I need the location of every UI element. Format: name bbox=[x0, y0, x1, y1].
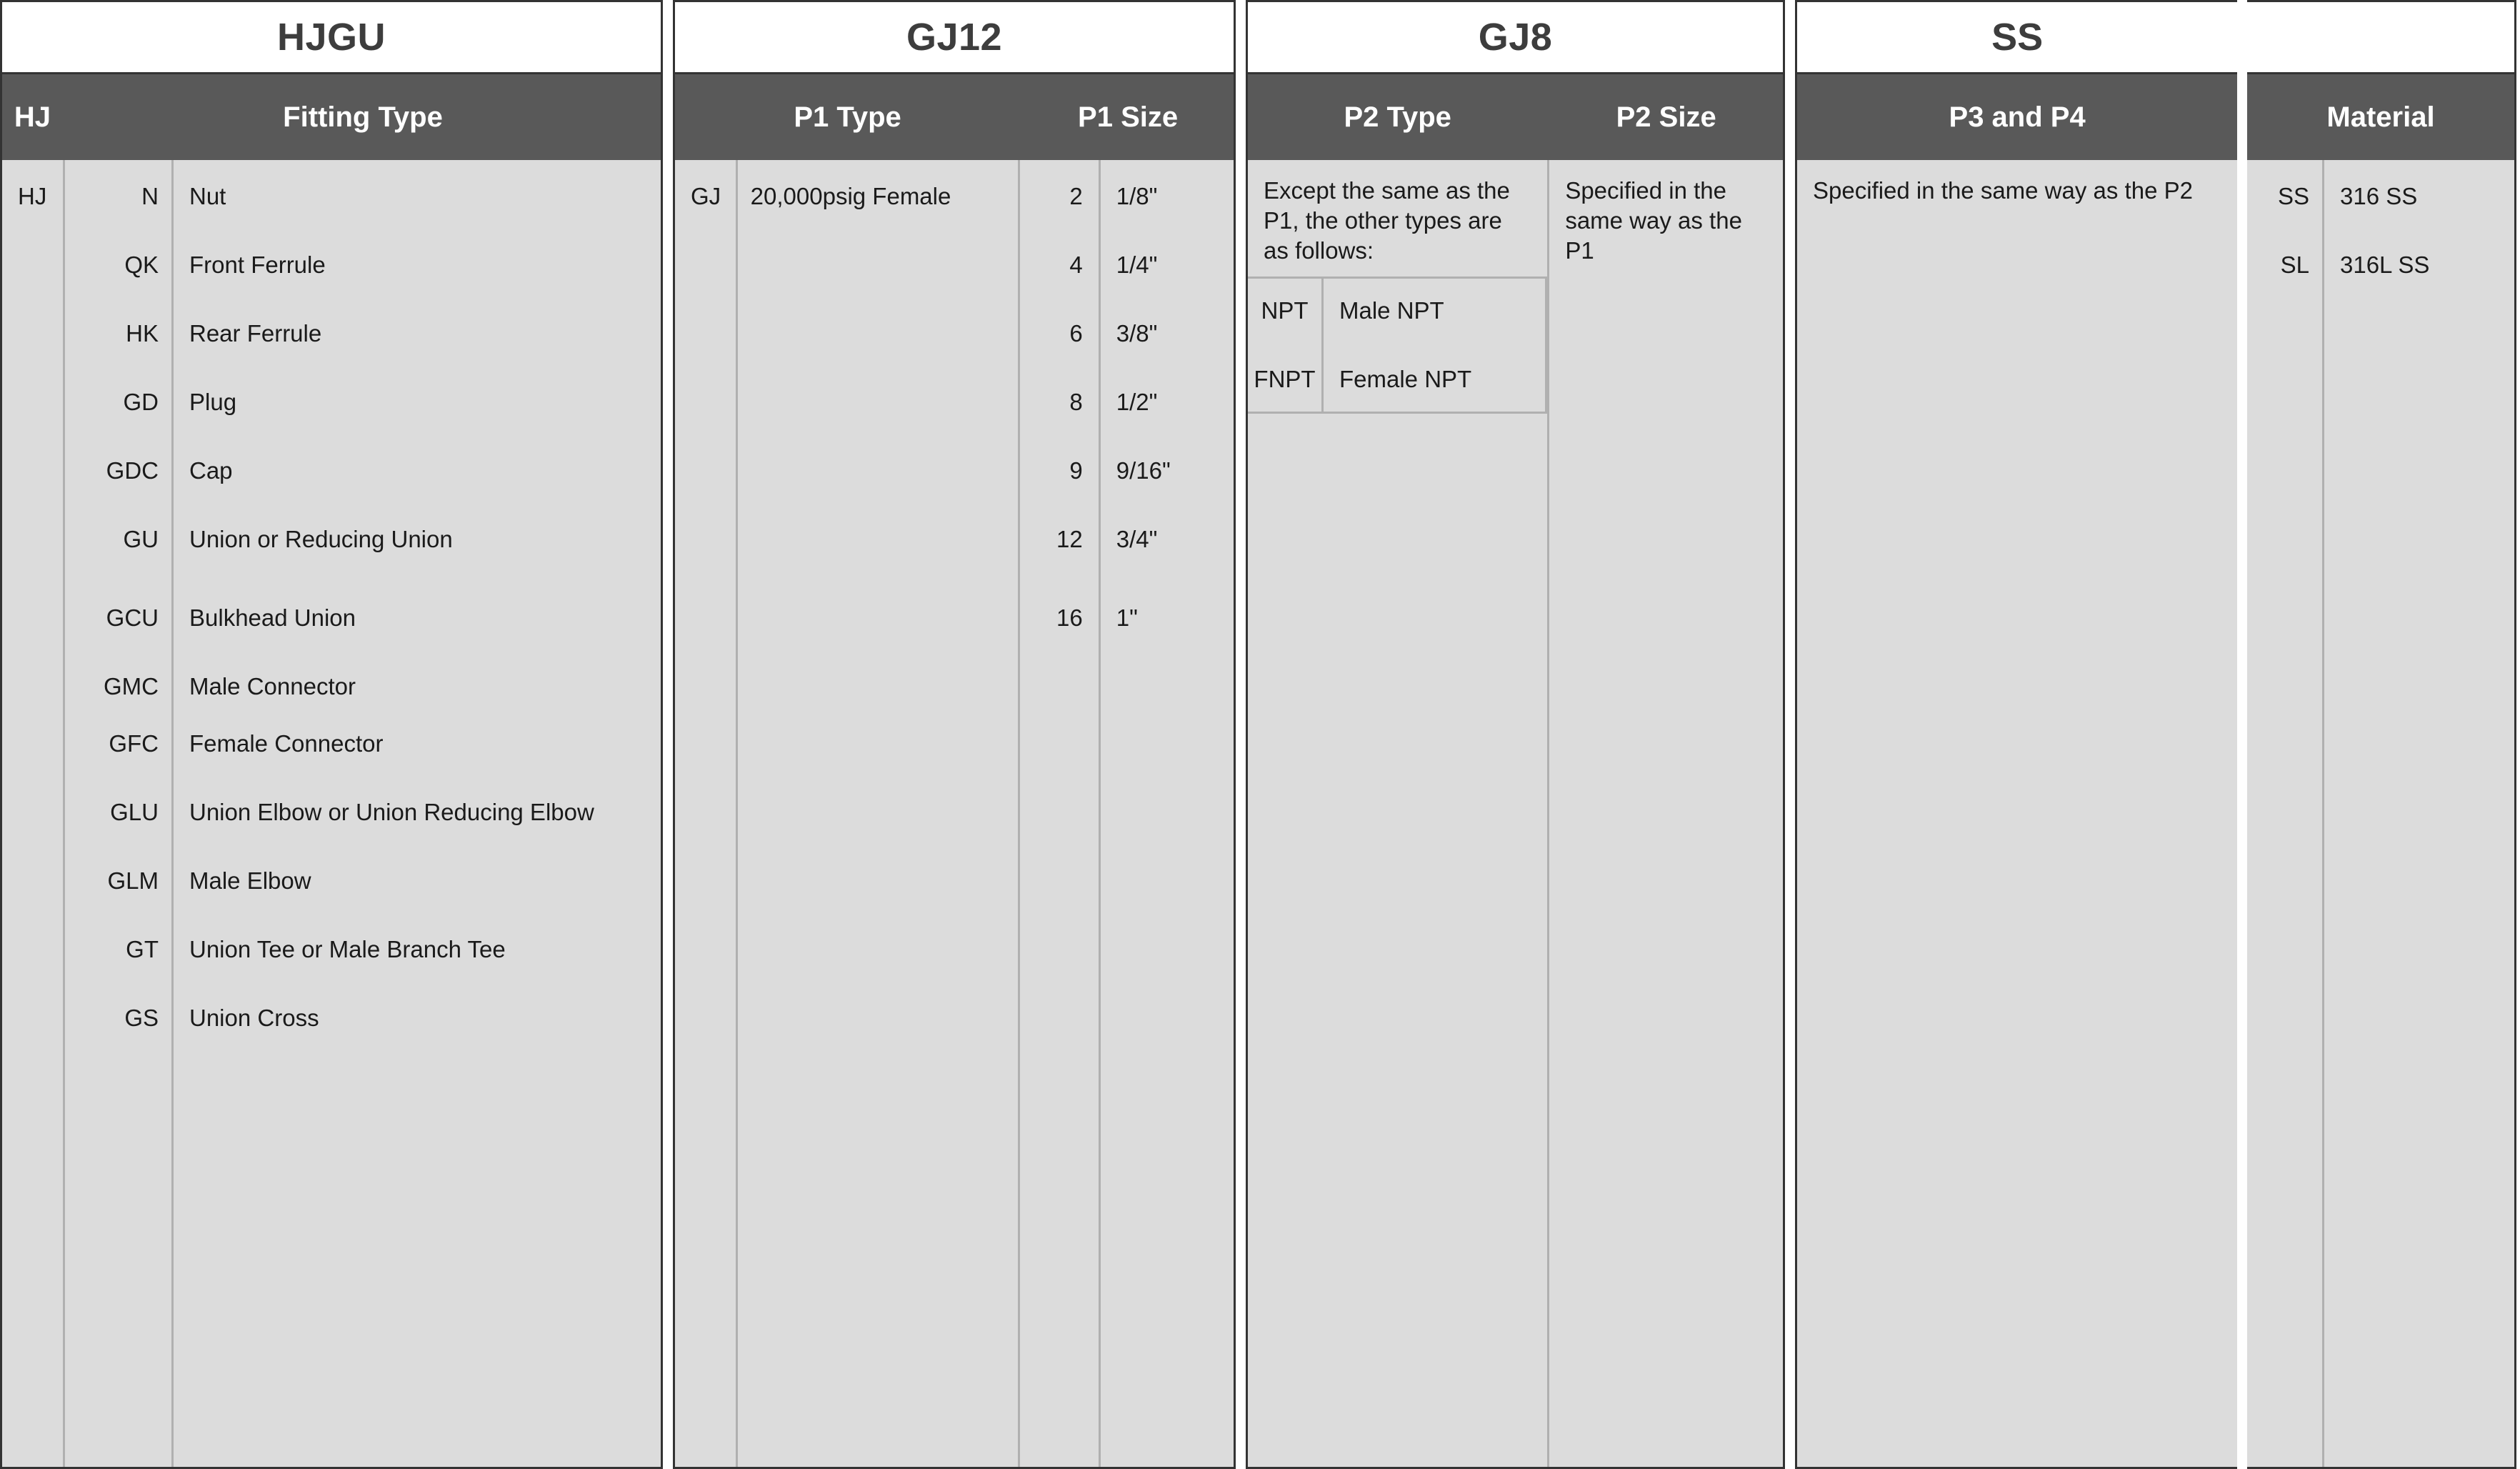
block-ss bbox=[1795, 0, 2516, 1469]
p1-size-code: 6 bbox=[1069, 320, 1083, 347]
fitting-code: GCU bbox=[106, 604, 159, 631]
block-gj8-title: GJ8 bbox=[1248, 2, 1783, 74]
fitting-desc: Female Connector bbox=[189, 730, 384, 757]
p1-size-code: 16 bbox=[1056, 604, 1083, 631]
block-ss-p34-header-row bbox=[1797, 74, 2237, 160]
column-p2-size bbox=[1549, 160, 1783, 1467]
block-ss-p34 bbox=[1795, 0, 2237, 1469]
fitting-desc-list bbox=[174, 160, 661, 1066]
material-code: SS bbox=[2277, 183, 2309, 209]
p1-size-value: 1/2" bbox=[1116, 389, 1158, 415]
fitting-desc: Male Connector bbox=[189, 673, 356, 699]
npt-code: NPT bbox=[1261, 297, 1309, 324]
column-material-name bbox=[2324, 160, 2514, 1467]
fitting-code: GS bbox=[124, 1005, 159, 1031]
header-material: Material bbox=[2326, 101, 2435, 133]
npt-label-column bbox=[1324, 279, 1547, 412]
header-p1-type: P1 Type bbox=[675, 74, 1022, 160]
gj-code: GJ bbox=[691, 183, 721, 209]
hj-code: HJ bbox=[18, 183, 47, 209]
fitting-desc: Bulkhead Union bbox=[189, 604, 356, 631]
fitting-code: GT bbox=[126, 936, 159, 962]
p1-type-list bbox=[738, 160, 1018, 217]
fitting-code: GU bbox=[123, 526, 159, 552]
npt-code-column bbox=[1248, 279, 1324, 412]
block-hjgu bbox=[0, 0, 663, 1469]
column-hj bbox=[2, 160, 65, 1467]
column-p1-size-code bbox=[1020, 160, 1101, 1467]
header-p3-p4: P3 and P4 bbox=[1949, 101, 2086, 133]
fitting-desc: Union Tee or Male Branch Tee bbox=[189, 936, 506, 962]
npt-subtable bbox=[1248, 277, 1547, 414]
column-p2-type bbox=[1248, 160, 1549, 1467]
column-gj-code bbox=[675, 160, 738, 1467]
fitting-code: QK bbox=[124, 252, 159, 278]
fitting-desc: Nut bbox=[189, 183, 226, 209]
p1-size-code: 12 bbox=[1056, 526, 1083, 552]
block-ss-material-header-row bbox=[2247, 74, 2514, 160]
column-p1-size-value bbox=[1101, 160, 1234, 1467]
material-name: 316 SS bbox=[2340, 183, 2418, 209]
material-code-list bbox=[2247, 160, 2322, 286]
p1-size-code: 2 bbox=[1069, 183, 1083, 209]
block-gj8 bbox=[1246, 0, 1785, 1469]
p1-size-code: 9 bbox=[1069, 457, 1083, 484]
fitting-code: GMC bbox=[104, 673, 159, 699]
block-gj8-header-row bbox=[1248, 74, 1783, 160]
p1-size-value: 3/4" bbox=[1116, 526, 1158, 552]
p1-size-value-list bbox=[1101, 160, 1234, 666]
fitting-desc: Union Elbow or Union Reducing Elbow bbox=[189, 799, 594, 825]
block-hjgu-header-row bbox=[2, 74, 661, 160]
p3-p4-note: Specified in the same way as the P2 bbox=[1813, 177, 2193, 204]
fitting-desc: Union or Reducing Union bbox=[189, 526, 453, 552]
p1-size-value: 1/4" bbox=[1116, 252, 1158, 278]
gj-code-list bbox=[675, 160, 736, 217]
column-material-code bbox=[2247, 160, 2324, 1467]
block-ss-p34-body bbox=[1797, 160, 2237, 1467]
npt-label: Female NPT bbox=[1339, 365, 1472, 392]
p1-size-value: 1" bbox=[1116, 604, 1138, 631]
block-hjgu-title: HJGU bbox=[2, 2, 661, 74]
block-gj12-title: GJ12 bbox=[675, 2, 1234, 74]
ss-divider-gap bbox=[2237, 0, 2247, 1469]
npt-code: FNPT bbox=[1254, 365, 1316, 392]
block-ss-material bbox=[2247, 0, 2516, 1469]
fitting-desc: Rear Ferrule bbox=[189, 320, 322, 347]
fitting-desc: Cap bbox=[189, 457, 233, 484]
fitting-code-list bbox=[65, 160, 171, 1066]
material-name: 316L SS bbox=[2340, 252, 2430, 278]
header-p1-size: P1 Size bbox=[1078, 101, 1179, 133]
fitting-code: GLM bbox=[107, 867, 159, 894]
fitting-desc: Union Cross bbox=[189, 1005, 319, 1031]
block-hjgu-body bbox=[2, 160, 661, 1467]
fitting-code: GLU bbox=[110, 799, 159, 825]
fitting-desc: Plug bbox=[189, 389, 237, 415]
fitting-code: GD bbox=[123, 389, 159, 415]
block-gj8-body bbox=[1248, 160, 1783, 1467]
fitting-code: N bbox=[141, 183, 159, 209]
fitting-code: GFC bbox=[109, 730, 159, 757]
p1-type-value: 20,000psig Female bbox=[750, 183, 951, 209]
block-ss-title-spacer bbox=[2247, 2, 2514, 74]
block-ss-material-body bbox=[2247, 160, 2514, 1467]
p2-size-note: Specified in the same way as the P1 bbox=[1565, 177, 1742, 264]
block-gj12 bbox=[673, 0, 1236, 1469]
column-fitting-codes bbox=[65, 160, 174, 1467]
block-gj12-header-row bbox=[675, 74, 1234, 160]
column-fitting-descriptions bbox=[174, 160, 661, 1467]
hj-code-list bbox=[2, 160, 63, 217]
p1-size-code: 4 bbox=[1069, 252, 1083, 278]
p2-type-note: Except the same as the P1, the other types are as follows: bbox=[1264, 177, 1510, 264]
block-gj12-body bbox=[675, 160, 1234, 1467]
material-name-list bbox=[2324, 160, 2514, 286]
material-code: SL bbox=[2280, 252, 2309, 278]
column-p3-p4 bbox=[1797, 160, 2237, 1467]
header-hj: HJ bbox=[2, 74, 65, 160]
p1-size-value: 3/8" bbox=[1116, 320, 1158, 347]
header-p2-type: P2 Type bbox=[1248, 74, 1549, 160]
p1-size-code: 8 bbox=[1069, 389, 1083, 415]
p1-size-value: 1/8" bbox=[1116, 183, 1158, 209]
p1-size-code-list bbox=[1020, 160, 1099, 666]
column-p1-type-value bbox=[738, 160, 1020, 1467]
fitting-desc: Male Elbow bbox=[189, 867, 311, 894]
fitting-desc: Front Ferrule bbox=[189, 252, 326, 278]
block-ss-title: SS bbox=[1797, 2, 2237, 74]
header-fitting-type: Fitting Type bbox=[283, 101, 443, 133]
fitting-code: GDC bbox=[106, 457, 159, 484]
fitting-code: HK bbox=[126, 320, 159, 347]
npt-label: Male NPT bbox=[1339, 297, 1444, 324]
header-p2-size: P2 Size bbox=[1616, 101, 1716, 133]
p1-size-value: 9/16" bbox=[1116, 457, 1171, 484]
